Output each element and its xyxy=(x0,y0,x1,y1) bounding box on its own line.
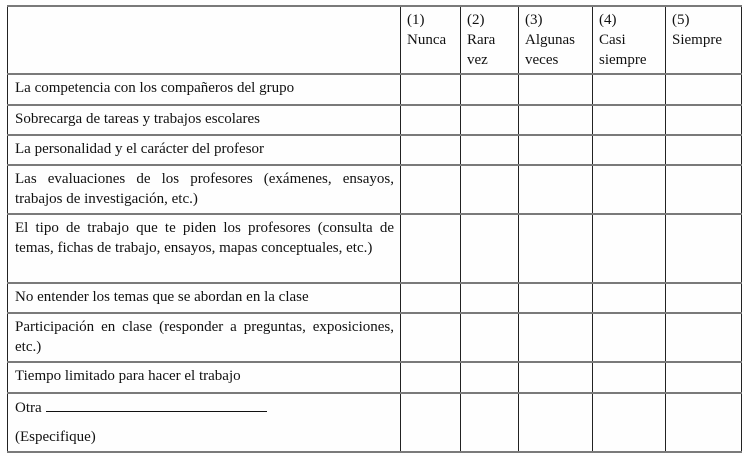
answer-cell-1[interactable] xyxy=(400,314,460,361)
answer-cell-4[interactable] xyxy=(592,75,665,104)
answer-cell-5[interactable] xyxy=(665,136,742,164)
answer-cell-1[interactable] xyxy=(400,75,460,104)
answer-cell-3[interactable] xyxy=(518,106,592,134)
row-label: La personalidad y el carácter del profesor xyxy=(7,136,400,164)
col-1-number: (1) xyxy=(407,12,425,28)
answer-cell-4[interactable] xyxy=(592,284,665,312)
table-row xyxy=(7,361,742,392)
header-col-2 xyxy=(460,7,518,73)
header-col-3 xyxy=(518,7,592,73)
answer-cell-3[interactable] xyxy=(518,166,592,213)
answer-cell-5[interactable] xyxy=(665,106,742,134)
other-row xyxy=(7,392,742,453)
row-label: La competencia con los compañeros del grupo xyxy=(7,75,400,104)
table-row xyxy=(7,134,742,164)
answer-cell-1[interactable] xyxy=(400,363,460,392)
header-col-1 xyxy=(400,7,460,73)
answer-cell-1[interactable] xyxy=(400,106,460,134)
answer-cell-2[interactable] xyxy=(460,136,518,164)
answer-cell-3[interactable] xyxy=(518,363,592,392)
header-col-5 xyxy=(665,7,742,73)
answer-cell-3[interactable] xyxy=(518,284,592,312)
answer-cell-3[interactable] xyxy=(518,394,592,451)
answer-cell-5[interactable] xyxy=(665,314,742,361)
answer-cell-3[interactable] xyxy=(518,215,592,282)
answer-cell-4[interactable] xyxy=(592,215,665,282)
table-row xyxy=(7,104,742,134)
answer-cell-5[interactable] xyxy=(665,166,742,213)
col-4-label-line1: Casi xyxy=(599,32,626,48)
other-label: Otra xyxy=(15,400,42,416)
header-empty-cell xyxy=(7,7,400,73)
other-label-cell xyxy=(7,394,400,451)
row-label: Sobrecarga de tareas y trabajos escolares xyxy=(7,106,400,134)
answer-cell-2[interactable] xyxy=(460,394,518,451)
answer-cell-3[interactable] xyxy=(518,75,592,104)
answer-cell-4[interactable] xyxy=(592,166,665,213)
col-3-number: (3) xyxy=(525,12,543,28)
answer-cell-4[interactable] xyxy=(592,363,665,392)
answer-cell-3[interactable] xyxy=(518,136,592,164)
col-2-label-line2: vez xyxy=(467,52,488,68)
answer-cell-2[interactable] xyxy=(460,75,518,104)
answer-cell-4[interactable] xyxy=(592,136,665,164)
col-2-label-line1: Rara xyxy=(467,32,496,48)
row-label: Participación en clase (responder a preguntas, exposiciones, etc.) xyxy=(7,314,400,361)
answer-cell-5[interactable] xyxy=(665,363,742,392)
specify-label: (Especifique) xyxy=(15,429,96,445)
answer-cell-1[interactable] xyxy=(400,166,460,213)
row-label: Las evaluaciones de los profesores (exámenes, ensayos, trabajos de investigación, etc.) xyxy=(7,166,400,213)
table-row xyxy=(7,164,742,213)
row-label: No entender los temas que se abordan en la clase xyxy=(7,284,400,312)
header-row xyxy=(7,5,742,73)
answer-cell-5[interactable] xyxy=(665,394,742,451)
answer-cell-2[interactable] xyxy=(460,363,518,392)
answer-cell-1[interactable] xyxy=(400,284,460,312)
answer-cell-4[interactable] xyxy=(592,314,665,361)
answer-cell-2[interactable] xyxy=(460,284,518,312)
other-specify-blank[interactable] xyxy=(46,397,267,412)
table-row xyxy=(7,213,742,282)
answer-cell-2[interactable] xyxy=(460,314,518,361)
row-label: Tiempo limitado para hacer el trabajo xyxy=(7,363,400,392)
table-row xyxy=(7,73,742,104)
header-col-4 xyxy=(592,7,665,73)
answer-cell-4[interactable] xyxy=(592,394,665,451)
col-4-label-line2: siempre xyxy=(599,52,647,68)
col-4-number: (4) xyxy=(599,12,617,28)
col-5-label: Siempre xyxy=(672,32,722,48)
answer-cell-1[interactable] xyxy=(400,394,460,451)
answer-cell-2[interactable] xyxy=(460,106,518,134)
col-1-label: Nunca xyxy=(407,32,447,48)
row-label: El tipo de trabajo que te piden los profesores (consulta de temas, fichas de trabajo, ensayos, mapas conceptuales, etc.) xyxy=(7,215,400,282)
col-3-label-line1: Algunas xyxy=(525,32,575,48)
survey-table xyxy=(7,5,742,453)
answer-cell-3[interactable] xyxy=(518,314,592,361)
answer-cell-4[interactable] xyxy=(592,106,665,134)
answer-cell-2[interactable] xyxy=(460,166,518,213)
table-row xyxy=(7,312,742,361)
col-2-number: (2) xyxy=(467,12,485,28)
answer-cell-5[interactable] xyxy=(665,284,742,312)
answer-cell-2[interactable] xyxy=(460,215,518,282)
col-5-number: (5) xyxy=(672,12,690,28)
answer-cell-1[interactable] xyxy=(400,215,460,282)
col-3-label-line2: veces xyxy=(525,52,559,68)
answer-cell-5[interactable] xyxy=(665,215,742,282)
answer-cell-5[interactable] xyxy=(665,75,742,104)
table-row xyxy=(7,282,742,312)
answer-cell-1[interactable] xyxy=(400,136,460,164)
